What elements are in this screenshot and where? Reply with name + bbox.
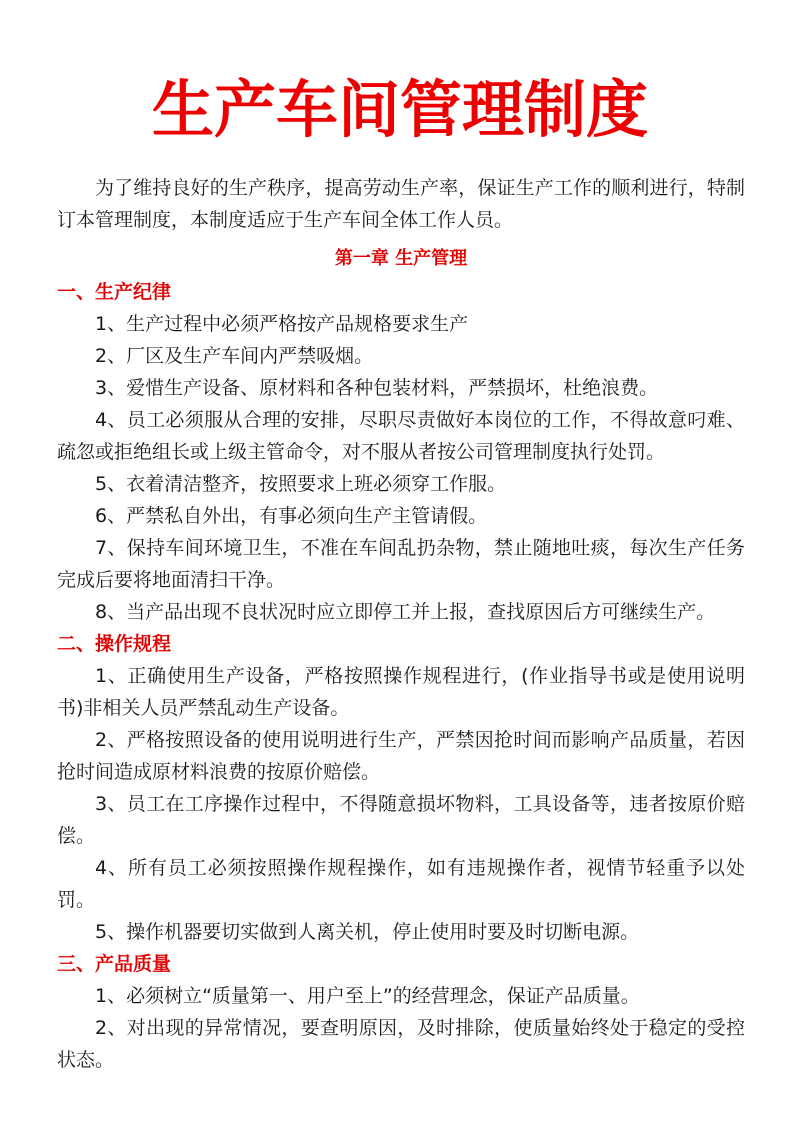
list-item: 8、当产品出现不良状况时应立即停工并上报，查找原因后方可继续生产。 — [95, 601, 716, 623]
list-item: 2、对出现的异常情况，要查明原因，及时排除，使质量始终处于稳定的受控状态。 — [57, 1017, 745, 1071]
list-item: 3、员工在工序操作过程中，不得随意损坏物料，工具设备等，违者按原价赔偿。 — [57, 793, 745, 847]
document-title: 生产车间管理制度 — [151, 73, 648, 146]
list-item: 4、所有员工必须按照操作规程操作，如有违规操作者，视情节轻重予以处罚。 — [57, 857, 745, 911]
section-heading-operation: 二、操作规程 — [57, 633, 172, 655]
chapter-title: 第一章 生产管理 — [334, 248, 468, 269]
section-heading-discipline: 一、生产纪律 — [57, 281, 172, 303]
intro-paragraph: 为了维持良好的生产秩序，提高劳动生产率，保证生产工作的顺利进行，特制订本管理制度，本制度适应于生产车间全体工作人员。 — [57, 177, 745, 231]
section-heading-quality: 三、产品质量 — [57, 953, 172, 975]
list-item: 5、操作机器要切实做到人离关机，停止使用时要及时切断电源。 — [95, 921, 640, 943]
list-item: 2、严格按照设备的使用说明进行生产，严禁因抢时间而影响产品质量，若因抢时间造成原材料浪费的按原价赔偿。 — [57, 729, 745, 783]
list-item: 1、生产过程中必须严格按产品规格要求生产 — [95, 313, 469, 335]
list-item: 1、必须树立“质量第一、用户至上”的经营理念，保证产品质量。 — [95, 985, 640, 1007]
document-body — [57, 172, 745, 1076]
list-item: 3、爱惜生产设备、原材料和各种包装材料，严禁损坏，杜绝浪费。 — [95, 377, 659, 399]
list-item: 5、衣着清洁整齐，按照要求上班必须穿工作服。 — [95, 473, 507, 495]
list-item: 6、严禁私自外出，有事必须向生产主管请假。 — [95, 505, 488, 527]
list-item: 4、员工必须服从合理的安排，尽职尽责做好本岗位的工作，不得故意叼难、疏忽或拒绝组长或上级主管命令，对不服从者按公司管理制度执行处罚。 — [57, 409, 745, 463]
list-item: 2、厂区及生产车间内严禁吸烟。 — [95, 345, 374, 367]
list-item: 1、正确使用生产设备，严格按照操作规程进行，(作业指导书或是使用说明书)非相关人员严禁乱动生产设备。 — [57, 665, 745, 719]
list-item: 7、保持车间环境卫生，不准在车间乱扔杂物，禁止随地吐痰，每次生产任务完成后要将地面清扫干净。 — [57, 537, 745, 591]
